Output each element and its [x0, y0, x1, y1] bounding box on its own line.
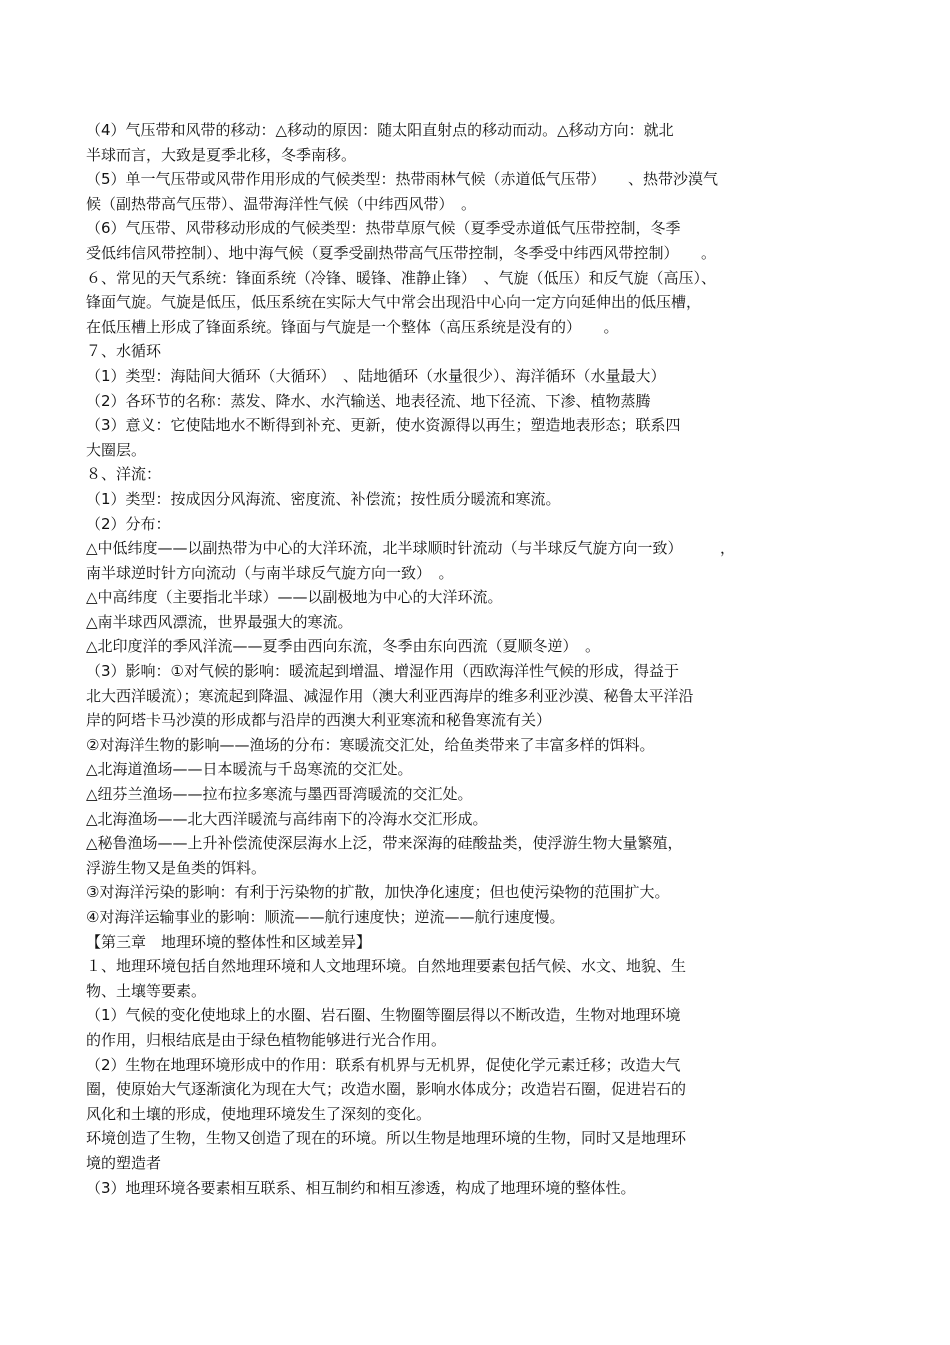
- text-line: （1）气候的变化使地球上的水圈、岩石圈、生物圈等圈层得以不断改造，生物对地理环境: [86, 1006, 681, 1025]
- text-line: （3）影响：①对气候的影响：暖流起到增温、增湿作用（西欧海洋性气候的形成，得益于: [86, 662, 679, 681]
- text-line: 物、土壤等要素。: [86, 981, 207, 1000]
- text-line: △北印度洋的季风洋流——夏季由西向东流，冬季由东向西流（夏顺冬逆） 。: [86, 637, 601, 656]
- text-line: △北海渔场——北大西洋暖流与高纬南下的冷海水交汇形成。: [86, 809, 488, 828]
- text-line: 受低纬信风带控制）、地中海气候（夏季受副热带高气压带控制，冬季受中纬西风带控制） 。: [86, 243, 717, 262]
- text-line: 锋面气旋。气旋是低压，低压系统在实际大气中常会出现沿中心向一定方向延伸出的低压槽，: [86, 293, 702, 312]
- text-line: 大圈层。: [86, 440, 147, 459]
- text-line: （3）意义：它使陆地水不断得到补充、更新，使水资源得以再生；塑造地表形态；联系四: [86, 416, 681, 435]
- text-line: 候（副热带高气压带）、温带海洋性气候（中纬西风带） 。: [86, 194, 477, 213]
- text-line: △中高纬度（主要指北半球）——以副极地为中心的大洋环流。: [86, 588, 503, 607]
- text-line: （2）分布：: [86, 514, 171, 533]
- text-line: △纽芬兰渔场——拉布拉多寒流与墨西哥湾暖流的交汇处。: [86, 785, 473, 804]
- text-line: （4）气压带和风带的移动：△移动的原因：随太阳直射点的移动而动。△移动方向：就北: [86, 121, 674, 139]
- text-line: 南半球逆时针方向流动（与南半球反气旋方向一致） 。: [86, 563, 454, 582]
- text-line: 风化和土壤的形成，使地理环境发生了深刻的变化。: [86, 1104, 432, 1123]
- text-line: （5）单一气压带或风带作用形成的气候类型：热带雨林气候（赤道低气压带） 、热带沙漠气: [86, 170, 719, 189]
- text-line: （1）类型：海陆间大循环（大循环） 、陆地循环（水量很少）、海洋循环（水量最大）: [86, 366, 666, 385]
- text-line: （2）生物在地理环境形成中的作用：联系有机界与无机界，促使化学元素迁移；改造大气: [86, 1055, 681, 1074]
- text-line: 圈，使原始大气逐渐演化为现在大气；改造水圈，影响水体成分；改造岩石圈，促进岩石的: [86, 1080, 687, 1099]
- text-line: ６、常见的天气系统：锋面系统（冷锋、暖锋、准静止锋） 、气旋（低压）和反气旋（高压）、: [86, 268, 717, 287]
- text-line: ②对海洋生物的影响——渔场的分布：寒暖流交汇处，给鱼类带来了丰富多样的饵料。: [86, 735, 655, 754]
- text-line: △中低纬度——以副热带为中心的大洋环流，北半球顺时针流动（与半球反气旋方向一致） ，: [86, 539, 736, 558]
- text-line: 在低压槽上形成了锋面系统。锋面与气旋是一个整体（高压系统是没有的） 。: [86, 317, 619, 336]
- text-line: （1）类型：按成因分风海流、密度流、补偿流；按性质分暖流和寒流。: [86, 489, 561, 508]
- text-line: 的作用，归根结底是由于绿色植物能够进行光合作用。: [86, 1030, 447, 1049]
- text-line: △南半球西风漂流，世界最强大的寒流。: [86, 612, 353, 631]
- text-line: 半球而言，大致是夏季北移，冬季南移。: [86, 145, 357, 164]
- text-line: 岸的阿塔卡马沙漠的形成都与沿岸的西澳大利亚寒流和秘鲁寒流有关）: [86, 711, 552, 730]
- text-line: 北大西洋暖流）；寒流起到降温、减湿作用（澳大利亚西海岸的维多利亚沙漠、秘鲁太平洋沿: [86, 686, 694, 705]
- text-line: （6）气压带、风带移动形成的气候类型：热带草原气候（夏季受赤道低气压带控制，冬季: [86, 219, 681, 238]
- text-line: ③对海洋污染的影响：有利于污染物的扩散，加快净化速度；但也使污染物的范围扩大。: [86, 883, 670, 902]
- text-line: （3）地理环境各要素相互联系、相互制约和相互渗透，构成了地理环境的整体性。: [86, 1178, 636, 1197]
- text-line: 境的塑造者: [86, 1153, 162, 1172]
- text-line: △北海道渔场——日本暖流与千岛寒流的交汇处。: [86, 760, 413, 779]
- text-line: （2）各环节的名称：蒸发、降水、水汽输送、地表径流、地下径流、下渗、植物蒸腾: [86, 391, 651, 410]
- chapter-heading: 【第三章 地理环境的整体性和区域差异】: [86, 932, 372, 951]
- document-body: [86, 118, 876, 1200]
- section-heading: ７、水循环: [86, 342, 162, 361]
- text-line: １、地理环境包括自然地理环境和人文地理环境。自然地理要素包括气候、水文、地貌、生: [86, 957, 687, 976]
- section-heading: ８、洋流：: [86, 465, 162, 484]
- text-line: ④对海洋运输事业的影响：顺流——航行速度快；逆流——航行速度慢。: [86, 908, 565, 926]
- text-line: 浮游生物又是鱼类的饵料。: [86, 858, 267, 877]
- text-line: 环境创造了生物，生物又创造了现在的环境。所以生物是地理环境的生物，同时又是地理环: [86, 1129, 687, 1148]
- text-line: △秘鲁渔场——上升补偿流使深层海水上泛，带来深海的硅酸盐类，使浮游生物大量繁殖，: [86, 834, 683, 853]
